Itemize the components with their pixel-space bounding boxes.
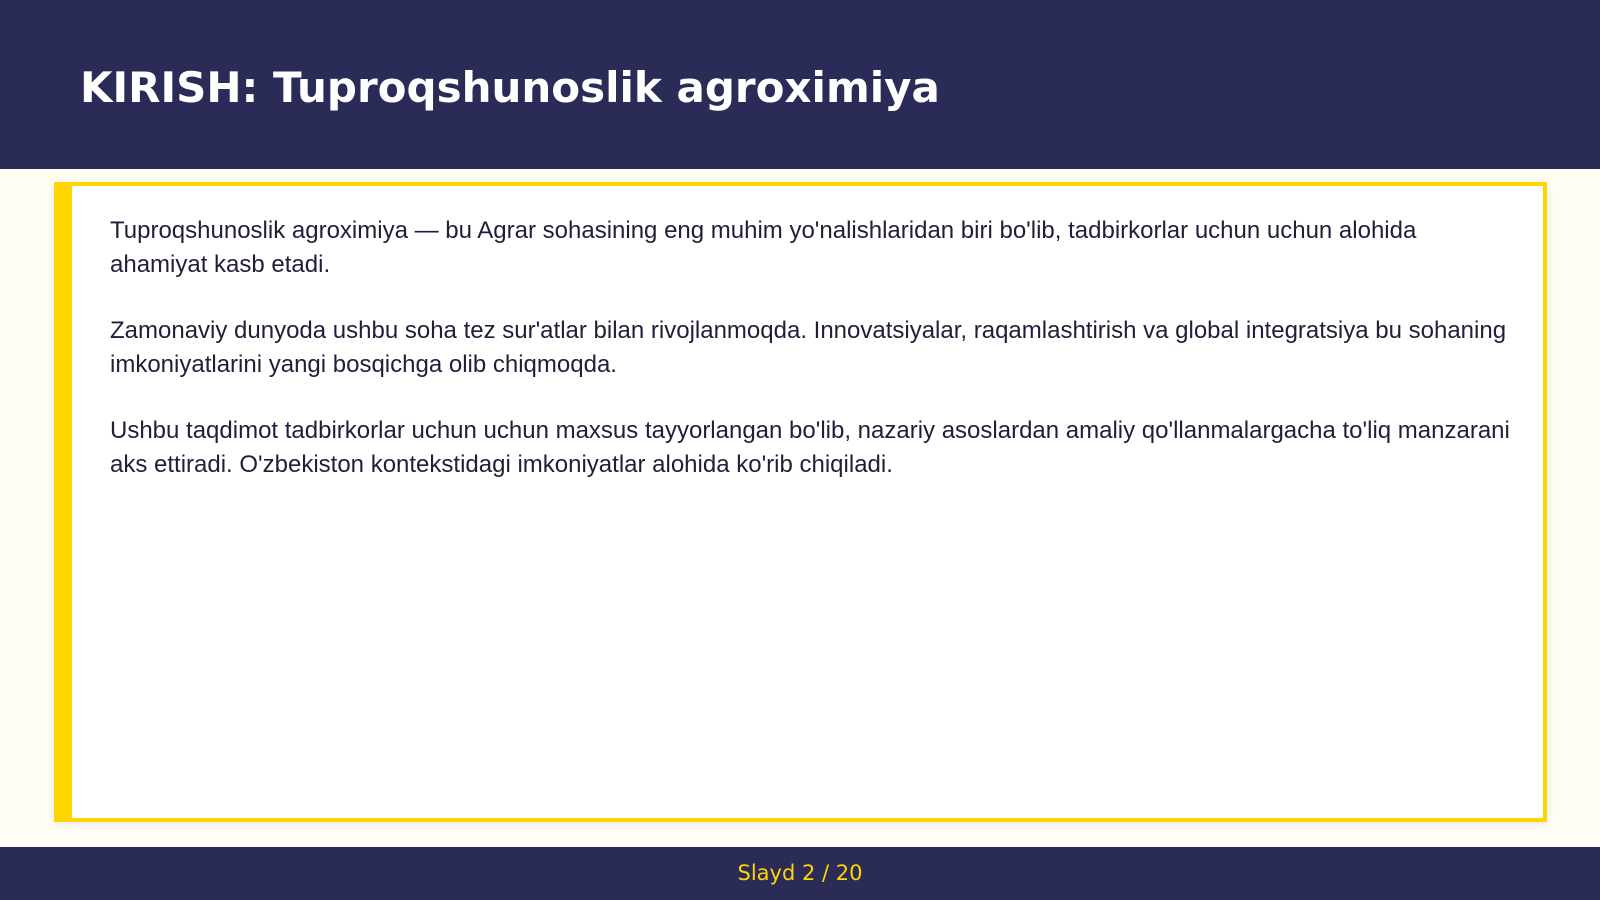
slide-footer <box>0 847 1600 900</box>
slide-title: KIRISH: Tuproqshunoslik agroximiya <box>80 63 940 112</box>
intro-paragraph: Tuproqshunoslik agroximiya — bu Agrar sohasining eng muhim yo'nalishlaridan biri bo'lib, tadbirkorlar uchun uchun alohida ahamiyat kasb etadi. <box>110 217 1417 278</box>
presentation-purpose-paragraph: Ushbu taqdimot tadbirkorlar uchun uchun maxsus tayyorlangan bo'lib, nazariy asoslardan amaliy qo'llanmalargacha to'liq manzarani aks ettiradi. O'zbekiston kontekstidagi imkoniyatlar alohida ko'rib chiqiladi. <box>110 417 1510 478</box>
content-text <box>110 214 1513 514</box>
slide-header <box>0 0 1600 169</box>
modern-world-paragraph: Zamonaviy dunyoda ushbu soha tez sur'atlar bilan rivojlanmoqda. Innovatsiyalar, raqamlashtirish va global integratsiya bu sohaning imkoniyatlarini yangi bosqichga olib chiqmoqda. <box>110 317 1507 378</box>
slide-number: Slayd 2 / 20 <box>737 861 863 885</box>
content-box <box>54 182 1547 822</box>
